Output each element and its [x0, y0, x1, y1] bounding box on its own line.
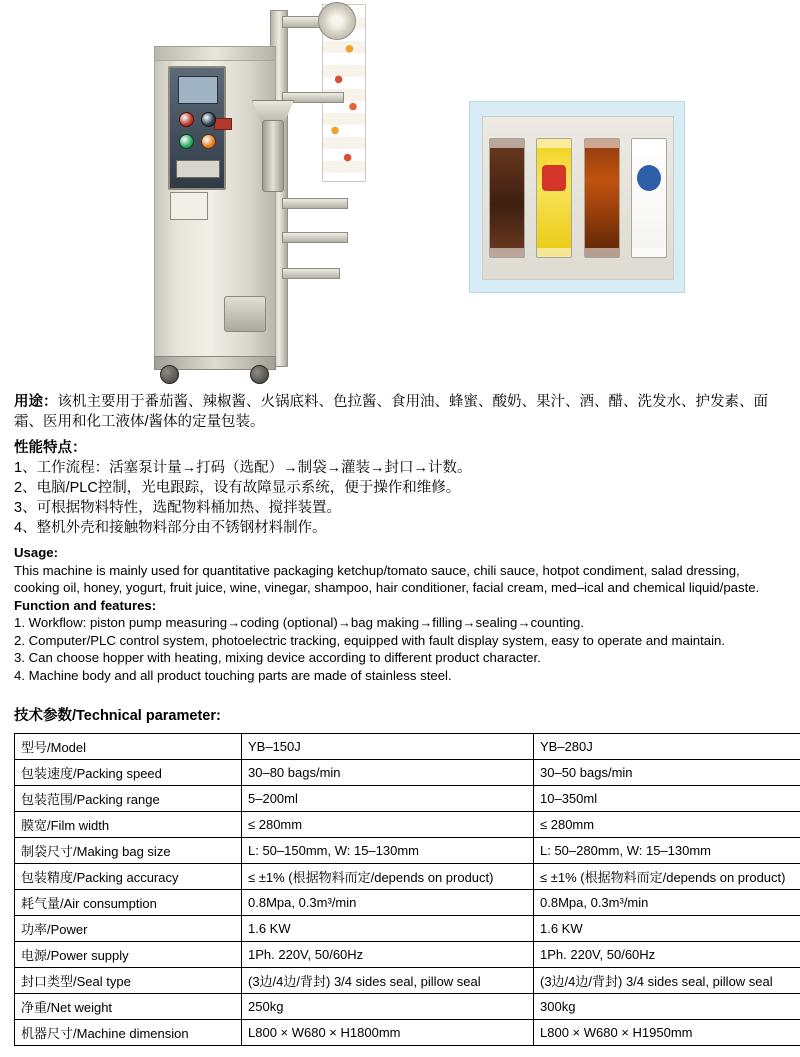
sachet-seal-top: [585, 139, 619, 148]
table-row: [15, 864, 800, 890]
panel-knob-red: [179, 112, 194, 127]
features-en-item: 2. Computer/PLC control system, photoelectric tracking, equipped with fault display system, easy to operate and maintain.: [14, 632, 726, 648]
sachet-seal-bottom: [585, 248, 619, 257]
spec-value-150j: ≤ ±1% (根据物料而定/depends on product): [242, 864, 534, 890]
panel-label-plate: [176, 160, 220, 178]
spec-label: 净重/Net weight: [15, 994, 242, 1020]
table-row: [15, 812, 800, 838]
table-row: [15, 1020, 800, 1046]
spec-value-150j: 1.6 KW: [242, 916, 534, 942]
machine-caster: [250, 365, 269, 384]
spacer: [14, 684, 786, 694]
usage-cn-body: 该机主要用于番茄酱、辣椒酱、火锅底料、色拉酱、食用油、蜂蜜、酸奶、果汁、酒、醋、洗发水、护发素、面霜、医用和化工液体/酱体的定量包装。: [14, 394, 768, 430]
media-row: [14, 0, 786, 392]
machine-arm: [282, 198, 348, 209]
sachet-logo: [637, 165, 661, 191]
machine-nameplate: [170, 192, 208, 220]
machine-filling-tube: [262, 120, 284, 192]
panel-knob-orange: [201, 134, 216, 149]
spec-label: 型号/Model: [15, 734, 242, 760]
machine-arm: [282, 268, 340, 279]
table-row: [15, 890, 800, 916]
features-cn-item: 1、工作流程：活塞泵计量→打码（选配）→制袋→灌装→封口→计数。: [14, 460, 472, 476]
spec-label: 耗气量/Air consumption: [15, 890, 242, 916]
sachet-sample-white: [631, 138, 667, 258]
product-photo: [469, 101, 685, 293]
spec-value-150j: 1Ph. 220V, 50/60Hz: [242, 942, 534, 968]
spec-value-150j: 5–200ml: [242, 786, 534, 812]
usage-cn-paragraph: [14, 392, 786, 432]
table-row: [15, 916, 800, 942]
spec-label: 膜宽/Film width: [15, 812, 242, 838]
sachet-logo: [542, 165, 566, 191]
panel-knob-green: [179, 134, 194, 149]
spec-value-150j: ≤ 280mm: [242, 812, 534, 838]
sachet-seal-bottom: [490, 248, 524, 257]
spec-label: 包装精度/Packing accuracy: [15, 864, 242, 890]
sachet-sample-dark: [489, 138, 525, 258]
spec-label: 功率/Power: [15, 916, 242, 942]
spec-table: [14, 733, 800, 1046]
features-en-item: 4. Machine body and all product touching parts are made of stainless steel.: [14, 667, 452, 683]
table-row: [15, 760, 800, 786]
spec-value-280j: 30–50 bags/min: [534, 760, 800, 786]
sachet-sample-yellow: [536, 138, 572, 258]
spec-label: 包装速度/Packing speed: [15, 760, 242, 786]
spec-value-150j: YB–150J: [242, 734, 534, 760]
sachet-seal-top: [537, 139, 571, 148]
features-en-item: 3. Can choose hopper with heating, mixing device according to different product character.: [14, 650, 541, 665]
spec-value-280j: ≤ 280mm: [534, 812, 800, 838]
features-cn-item: 2、电脑/PLC控制，光电跟踪，设有故障显示系统，便于操作和维修。: [14, 480, 461, 496]
spec-value-280j: L800 × W680 × H1950mm: [534, 1020, 800, 1046]
usage-en-heading: Usage:: [14, 545, 58, 560]
sachet-sample-orange: [584, 138, 620, 258]
spec-value-280j: (3边/4边/背封) 3/4 sides seal, pillow seal: [534, 968, 800, 994]
spec-value-150j: L800 × W680 × H1800mm: [242, 1020, 534, 1046]
spec-label: 封口类型/Seal type: [15, 968, 242, 994]
spec-value-280j: 10–350ml: [534, 786, 800, 812]
spec-value-280j: 300kg: [534, 994, 800, 1020]
sachet-seal-top: [490, 139, 524, 148]
spec-value-150j: 250kg: [242, 994, 534, 1020]
spec-value-150j: 30–80 bags/min: [242, 760, 534, 786]
spec-value-280j: ≤ ±1% (根据物料而定/depends on product): [534, 864, 800, 890]
features-cn-item: 4、整机外壳和接触物料部分由不锈钢材料制作。: [14, 520, 327, 536]
film-reel: [318, 2, 356, 40]
machine-arm: [282, 232, 348, 243]
features-en-heading: Function and features:: [14, 597, 157, 613]
features-cn-item: 3、可根据物料特性，选配物料桶加热、搅拌装置。: [14, 500, 342, 516]
machine-caster: [160, 365, 179, 384]
machine-photo: [132, 0, 402, 392]
table-row: [15, 994, 800, 1020]
sachet-seal-bottom: [632, 248, 666, 257]
table-row: [15, 968, 800, 994]
spec-value-150j: (3边/4边/背封) 3/4 sides seal, pillow seal: [242, 968, 534, 994]
machine-valve-assembly: [224, 296, 266, 332]
panel-display: [178, 76, 218, 104]
spec-value-280j: YB–280J: [534, 734, 800, 760]
table-row: [15, 838, 800, 864]
product-photo-inner: [482, 116, 674, 280]
spec-value-280j: L: 50–280mm, W: 15–130mm: [534, 838, 800, 864]
spacer: [14, 694, 786, 704]
spec-value-150j: L: 50–150mm, W: 15–130mm: [242, 838, 534, 864]
spec-label: 电源/Power supply: [15, 942, 242, 968]
spec-label: 机器尺寸/Machine dimension: [15, 1020, 242, 1046]
usage-cn-heading: 用途：: [14, 394, 58, 410]
spec-value-150j: 0.8Mpa, 0.3m³/min: [242, 890, 534, 916]
spec-label: 制袋尺寸/Making bag size: [15, 838, 242, 864]
sachet-seal-top: [632, 139, 666, 148]
features-en-item: 1. Workflow: piston pump measuring→coding (optional)→bag making→filling→sealing→counting.: [14, 615, 585, 630]
table-row: [15, 734, 800, 760]
features-cn-heading: 性能特点：: [14, 440, 87, 456]
usage-en-body: This machine is mainly used for quantitative packaging ketchup/tomato sauce, chili sauce, hotpot condiment, salad dressing, cooking oil, honey, yogurt, fruit juice, wine, vinegar, shampoo, hair conditioner, facial cream, med–ical and chemical liquid/paste.: [14, 562, 760, 595]
spec-value-280j: 0.8Mpa, 0.3m³/min: [534, 890, 800, 916]
panel-knob-black: [201, 112, 216, 127]
table-row: [15, 786, 800, 812]
spec-table-body: [15, 734, 800, 1046]
spec-value-280j: 1Ph. 220V, 50/60Hz: [534, 942, 800, 968]
sachet-seal-bottom: [537, 248, 571, 257]
spec-table-title: 技术参数/Technical parameter:: [14, 708, 221, 724]
spec-label: 包装范围/Packing range: [15, 786, 242, 812]
table-row: [15, 942, 800, 968]
panel-indicator: [214, 118, 232, 130]
spec-value-280j: 1.6 KW: [534, 916, 800, 942]
control-panel: [168, 66, 226, 190]
